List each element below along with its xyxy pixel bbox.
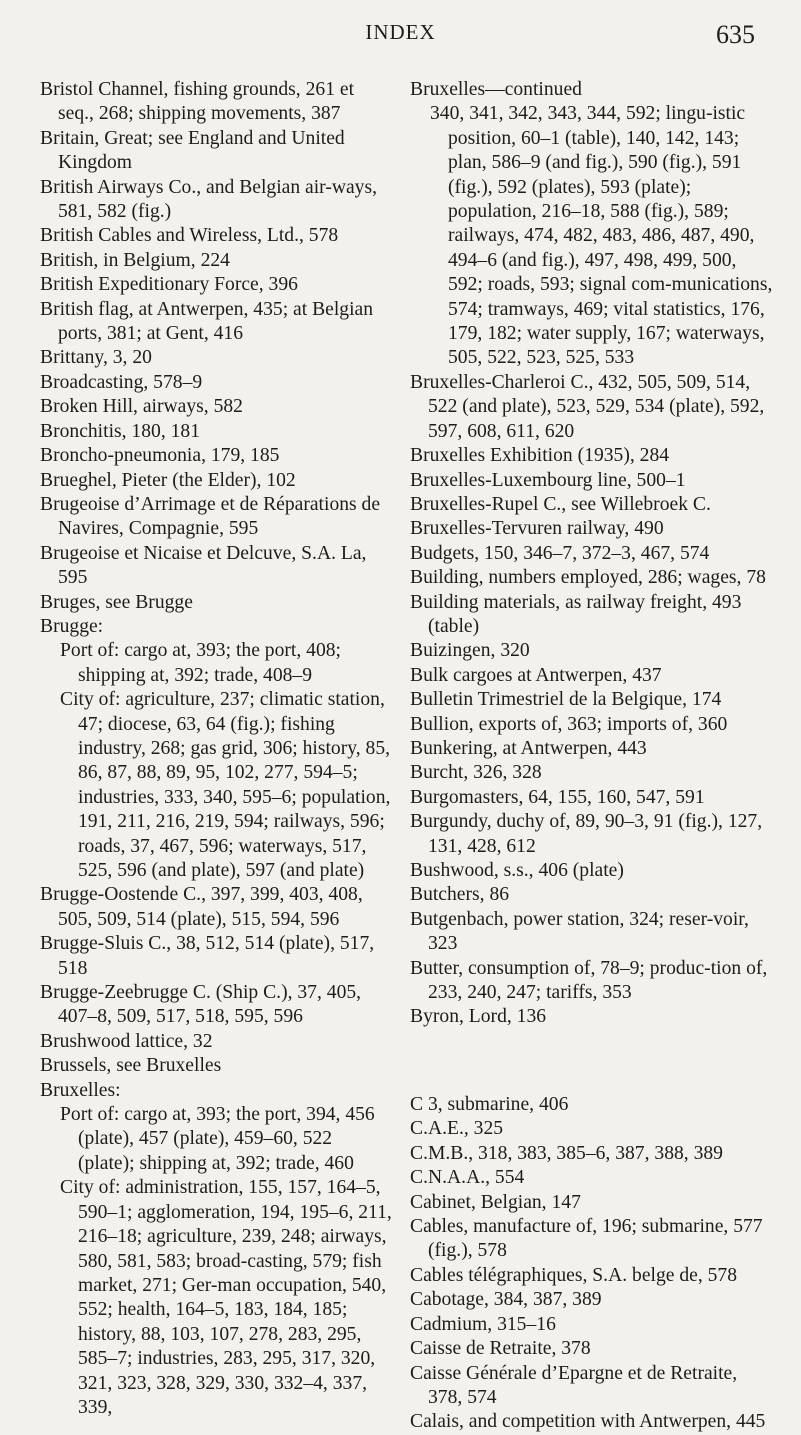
index-entry: Britain, Great; see England and United Kingdom (40, 127, 345, 174)
index-entry: Burcht, 326, 328 (410, 762, 542, 784)
index-column-left (40, 78, 392, 1420)
index-entry: C.A.E., 325 (410, 1118, 504, 1140)
index-entry: Brugge-Zeebrugge C. (Ship C.), 37, 405, 407–8, 509, 517, 518, 595, 596 (40, 982, 362, 1028)
index-entry: Bruxelles-Rupel C., see Willebroek C. (410, 493, 711, 515)
index-entry: Byron, Lord, 136 (410, 1006, 547, 1028)
page-number: 635 (716, 20, 755, 49)
index-entry: Bullion, exports of, 363; imports of, 360 (410, 713, 728, 735)
index-column-right (410, 78, 774, 1435)
page-header (0, 20, 801, 60)
index-entry: Bruxelles-Tervuren railway, 490 (410, 518, 664, 540)
index-entry: Butchers, 86 (410, 884, 510, 906)
index-entry: Broncho-pneumonia, 179, 185 (40, 445, 280, 467)
index-subentry: Port of: cargo at, 393; the port, 394, 456 (plate), 457 (plate), 459–60, 522 (plate); shipping at, 392; trade, 460 (60, 1104, 375, 1174)
index-entry: Bruxelles—continued (410, 79, 582, 100)
index-entry: Cables, manufacture of, 196; submarine, 577 (fig.), 578 (410, 1216, 763, 1262)
index-entry: Bruxelles-Luxembourg line, 500–1 (410, 469, 686, 491)
index-entry: Bronchitis, 180, 181 (40, 420, 201, 442)
index-subentry: City of: agriculture, 237; climatic station, 47; diocese, 63, 64 (fig.); fishing industry, 268; gas grid, 306; history, 85, 86, 87, 88, 89, 95, 102, 277, 594–5; industries, 333, 340, 595–6; population, 191, 211, 216, 219, 594; railways, 596; roads, 37, 467, 596; waterways, 517, 525, 596 (and plate), 597 (and plate) (60, 689, 391, 881)
index-entry: Bulletin Trimestriel de la Belgique, 174 (410, 689, 722, 711)
index-entry: Calais, and competition with Antwerpen, 445 (410, 1411, 766, 1433)
page-title: INDEX (365, 20, 436, 44)
index-entry: Brittany, 3, 20 (40, 347, 152, 369)
index-entry: Cadmium, 315–16 (410, 1313, 556, 1335)
index-entry: Brugeoise et Nicaise et Delcuve, S.A. La, 595 (40, 542, 367, 589)
index-entry: British Expeditionary Force, 396 (40, 274, 298, 296)
index-entry: Cabotage, 384, 387, 389 (410, 1289, 602, 1311)
index-entry: British Airways Co., and Belgian air-ways, 581, 582 (fig.) (40, 176, 378, 223)
index-entry: Bruxelles-Charleroi C., 432, 505, 509, 514, 522 (and plate), 523, 529, 534 (plate), 592, 597, 608, 611, 620 (410, 371, 765, 442)
index-entry: Bunkering, at Antwerpen, 443 (410, 737, 647, 759)
index-entry: Bulk cargoes at Antwerpen, 437 (410, 664, 662, 686)
index-entry: Bruxelles: (40, 1079, 121, 1101)
index-entry: British flag, at Antwerpen, 435; at Belgian ports, 381; at Gent, 416 (40, 298, 374, 345)
index-section-gap (410, 1049, 774, 1073)
index-entry: Broken Hill, airways, 582 (40, 396, 243, 418)
index-entry: Buizingen, 320 (410, 640, 530, 662)
index-entry: Butter, consumption of, 78–9; produc-tion of, 233, 240, 247; tariffs, 353 (410, 957, 768, 1004)
index-entry: Cabinet, Belgian, 147 (410, 1191, 581, 1213)
index-entry: Cables télégraphiques, S.A. belge de, 578 (410, 1264, 738, 1286)
index-entry: Brushwood lattice, 32 (40, 1030, 213, 1052)
index-entry: C.M.B., 318, 383, 385–6, 387, 388, 389 (410, 1142, 723, 1164)
index-entry: Building materials, as railway freight, 493 (table) (410, 591, 742, 637)
index-entry: Burgundy, duchy of, 89, 90–3, 91 (fig.), 127, 131, 428, 612 (410, 811, 763, 857)
index-entry: Broadcasting, 578–9 (40, 371, 203, 393)
index-entry: Burgomasters, 64, 155, 160, 547, 591 (410, 786, 705, 808)
index-entry: C 3, submarine, 406 (410, 1094, 569, 1116)
index-entry: Brugge: (40, 615, 104, 637)
index-entry: Budgets, 150, 346–7, 372–3, 467, 574 (410, 542, 710, 564)
index-entry: Bristol Channel, fishing grounds, 261 et seq., 268; shipping movements, 387 (40, 79, 355, 125)
index-entry: Brugeoise d’Arrimage et de Réparations de Navires, Compagnie, 595 (40, 493, 381, 540)
index-subentry: Port of: cargo at, 393; the port, 408; shipping at, 392; trade, 408–9 (60, 640, 341, 686)
index-entry: Caisse Générale d’Epargne et de Retraite, 378, 574 (410, 1362, 738, 1408)
index-subentry: City of: administration, 155, 157, 164–5, 590–1; agglomeration, 194, 195–6, 211, 216–18; agriculture, 239, 248; airways, 580, 581, 583; broad-casting, 579; fish market, 271; Ger-man occupation, 540, 552; health, 164–5, 183, 184, 185; history, 88, 103, 107, 278, 283, 295, 585–7; industries, 283, 295, 317, 320, 321, 323, 328, 329, 330, 332–4, 337, 339, (60, 1177, 392, 1418)
index-entry: Caisse de Retraite, 378 (410, 1338, 591, 1360)
index-entry: British Cables and Wireless, Ltd., 578 (40, 225, 339, 247)
index-entry: Building, numbers employed, 286; wages, 78 (410, 567, 766, 589)
index-entry: Bushwood, s.s., 406 (plate) (410, 860, 624, 881)
index-entry: Brussels, see Bruxelles (40, 1055, 222, 1077)
index-entry: C.N.A.A., 554 (410, 1167, 525, 1189)
index-entry: Bruges, see Brugge (40, 591, 193, 613)
index-subentry: 340, 341, 342, 343, 344, 592; lingu-istic position, 60–1 (table), 140, 142, 143; plan, 586–9 (and fig.), 590 (fig.), 591 (fig.), 592 (plates), 593 (plate); population, 216–18, 588 (fig.), 589; railways, 474, 482, 483, 486, 487, 490, 494–6 (and fig.), 497, 498, 499, 500, 592; roads, 593; signal com-munications, 574; tramways, 469; vital statistics, 176, 179, 182; water supply, 167; waterways, 505, 522, 523, 525, 533 (430, 103, 773, 369)
index-entry: Brueghel, Pieter (the Elder), 102 (40, 469, 296, 491)
index-entry: Bruxelles Exhibition (1935), 284 (410, 445, 670, 467)
index-entry: British, in Belgium, 224 (40, 249, 230, 271)
index-entry: Butgenbach, power station, 324; reser-voir, 323 (410, 908, 749, 955)
index-entry: Brugge-Sluis C., 38, 512, 514 (plate), 517, 518 (40, 933, 375, 979)
index-entry: Brugge-Oostende C., 397, 399, 403, 408, 505, 509, 514 (plate), 515, 594, 596 (40, 884, 363, 930)
